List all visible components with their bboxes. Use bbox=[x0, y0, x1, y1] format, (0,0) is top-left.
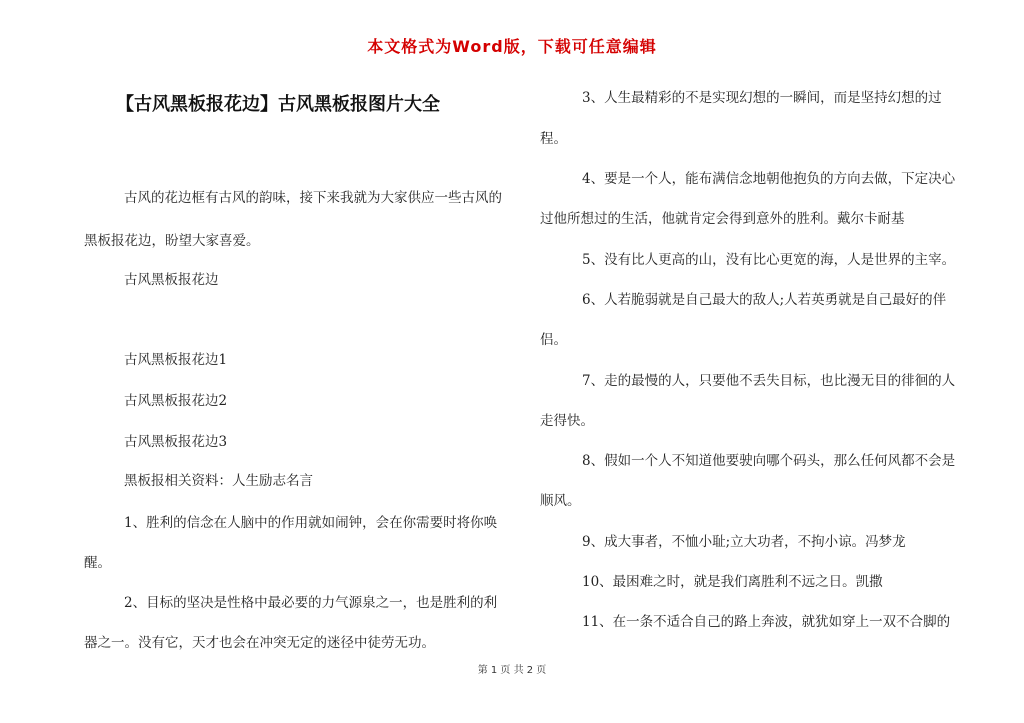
paragraph-line: 古风的花边框有古风的韵味，接下来我就为大家供应一些古风的 bbox=[124, 190, 502, 206]
quote-line: 11、在一条不适合自己的路上奔波，就犹如穿上一双不合脚的 bbox=[582, 614, 951, 630]
quote-line: 顺风。 bbox=[540, 493, 581, 509]
quote-line: 醒。 bbox=[84, 555, 111, 571]
document-title: 【古风黑板报花边】古风黑板报图片大全 bbox=[116, 94, 440, 115]
page-number: 第 1 页 共 2 页 bbox=[477, 665, 547, 676]
quote-line: 2、目标的坚决是性格中最必要的力气源泉之一，也是胜利的利 bbox=[124, 595, 498, 611]
section-heading: 古风黑板报花边 bbox=[124, 272, 219, 288]
image-caption: 古风黑板报花边1 bbox=[124, 352, 228, 368]
quote-line: 3、人生最精彩的不是实现幻想的一瞬间，而是坚持幻想的过 bbox=[582, 90, 942, 106]
quote-line: 1、胜利的信念在人脑中的作用就如闹钟，会在你需要时将你唤 bbox=[124, 515, 498, 531]
quote-line: 10、最困难之时，就是我们离胜利不远之日。凯撒 bbox=[582, 574, 883, 590]
quote-line: 程。 bbox=[540, 131, 567, 147]
quote-line: 9、成大事者，不恤小耻;立大功者，不拘小谅。冯梦龙 bbox=[582, 534, 906, 550]
quote-line: 走得快。 bbox=[540, 413, 594, 429]
quote-line: 过他所想过的生活，他就肯定会得到意外的胜利。戴尔卡耐基 bbox=[540, 211, 905, 227]
quote-line: 4、要是一个人，能布满信念地朝他抱负的方向去做，下定决心 bbox=[582, 171, 956, 187]
quote-line: 5、没有比人更高的山，没有比心更宽的海，人是世界的主宰。 bbox=[582, 252, 956, 268]
quote-line: 侣。 bbox=[540, 332, 567, 348]
paragraph-line: 黑板报花边，盼望大家喜爱。 bbox=[84, 233, 260, 249]
quote-line: 8、假如一个人不知道他要驶向哪个码头，那么任何风都不会是 bbox=[582, 453, 956, 469]
image-caption: 古风黑板报花边3 bbox=[124, 434, 228, 450]
image-caption: 古风黑板报花边2 bbox=[124, 393, 228, 409]
download-banner: 本文格式为Word版，下载可任意编辑 bbox=[367, 37, 657, 56]
quote-line: 6、人若脆弱就是自己最大的敌人;人若英勇就是自己最好的伴 bbox=[582, 292, 947, 308]
section-heading: 黑板报相关资料：人生励志名言 bbox=[124, 473, 313, 489]
quote-line: 器之一。没有它，天才也会在冲突无定的迷径中徒劳无功。 bbox=[84, 635, 435, 651]
quote-line: 7、走的最慢的人，只要他不丢失目标，也比漫无目的徘徊的人 bbox=[582, 373, 956, 389]
